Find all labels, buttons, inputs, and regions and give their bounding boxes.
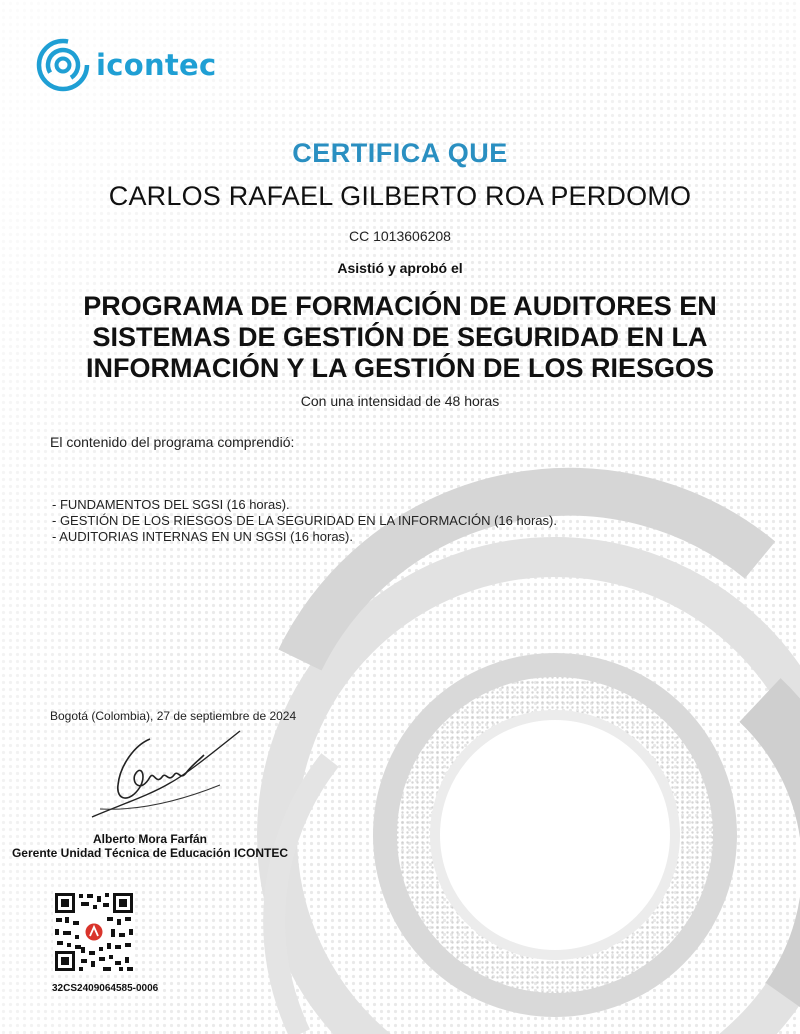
- content-label: El contenido del programa comprendió:: [50, 434, 295, 450]
- module-list: [52, 497, 557, 545]
- certificate-heading: CERTIFICA QUE: [292, 138, 508, 168]
- icontec-logo-icon: [36, 38, 90, 92]
- module-item: - FUNDAMENTOS DEL SGSI (16 horas).: [52, 497, 290, 512]
- program-title: [40, 291, 760, 384]
- module-item: - AUDITORIAS INTERNAS EN UN SGSI (16 horas).: [52, 529, 353, 544]
- module-item: - GESTIÓN DE LOS RIESGOS DE LA SEGURIDAD EN LA INFORMACIÓN (16 horas).: [52, 513, 557, 528]
- place-date: Bogotá (Colombia), 27 de septiembre de 2024: [50, 709, 297, 723]
- id-document: CC 1013606208: [349, 228, 451, 244]
- certificate-code: 32CS2409064585-0006: [52, 983, 159, 994]
- signer-block: [0, 832, 300, 860]
- program-title-line: SISTEMAS DE GESTIÓN DE SEGURIDAD EN LA: [92, 322, 708, 352]
- program-title-line: PROGRAMA DE FORMACIÓN DE AUDITORES EN: [83, 291, 717, 321]
- qr-code-icon[interactable]: [53, 891, 135, 973]
- brand-name: icontec: [96, 48, 217, 82]
- program-intensity: Con una intensidad de 48 horas: [300, 393, 500, 409]
- handwritten-signature: [80, 725, 250, 825]
- signer-title: Gerente Unidad Técnica de Educación ICONTEC: [11, 846, 289, 860]
- signer-name: Alberto Mora Farfán: [92, 832, 207, 846]
- recipient-name: CARLOS RAFAEL GILBERTO ROA PERDOMO: [108, 181, 692, 211]
- attended-text: Asistió y aprobó el: [337, 260, 463, 276]
- icontec-logo: [36, 38, 217, 92]
- program-title-line: INFORMACIÓN Y LA GESTIÓN DE LOS RIESGOS: [85, 353, 715, 383]
